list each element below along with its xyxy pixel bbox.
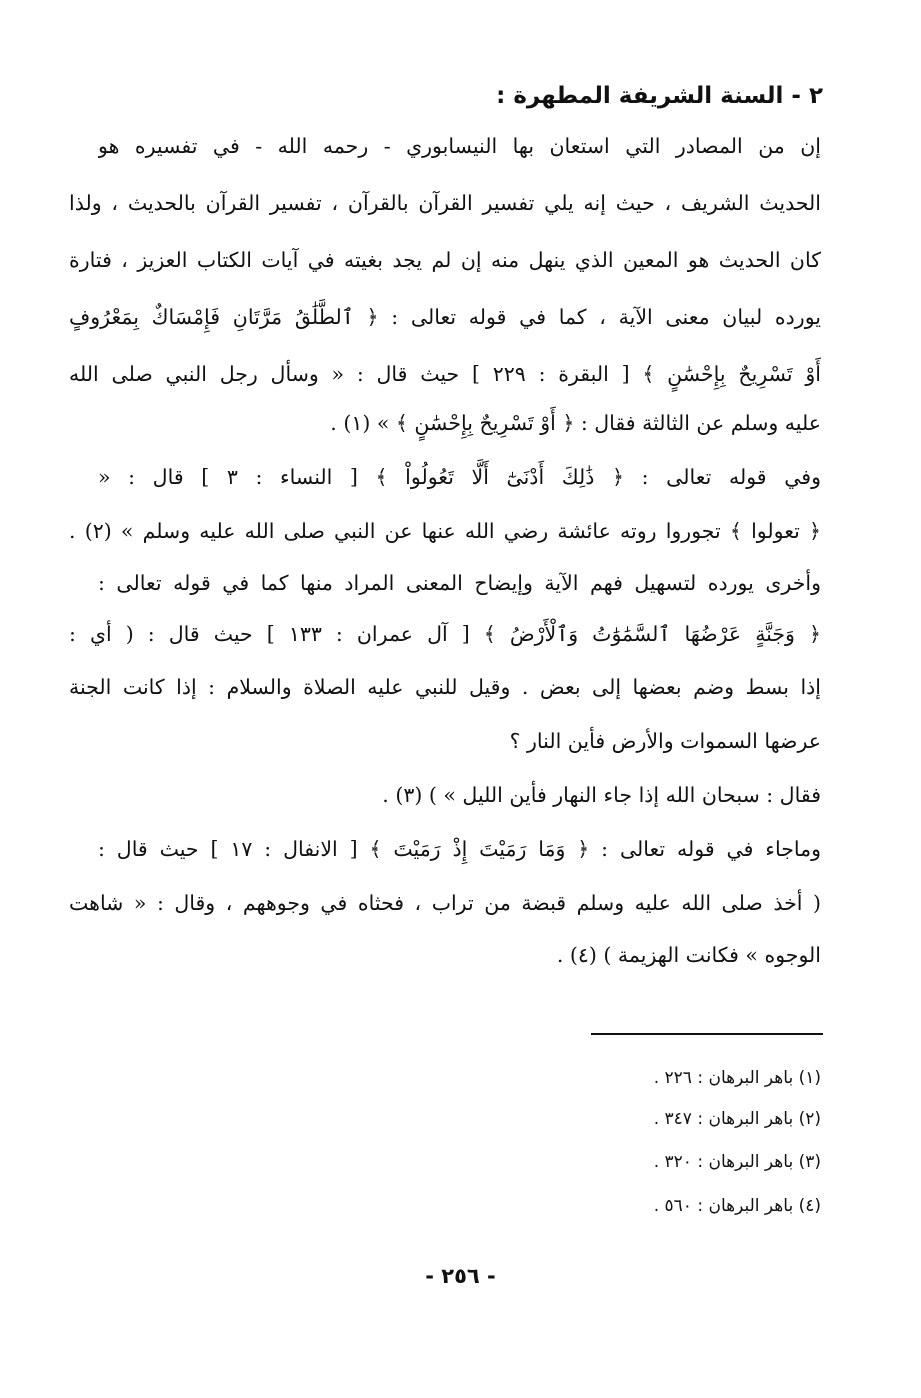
footnote: (٣) باهر البرهان : ٣٢٠ . (653, 1152, 821, 1172)
footnote: (١) باهر البرهان : ٢٢٦ . (653, 1068, 821, 1088)
body-line: إذا بسط وضم بعضها إلى بعض . وقيل للنبي عليه الصلاة والسلام : إذا كانت الجنة (69, 675, 821, 699)
section-heading: ٢ - السنة الشريفة المطهرة : (496, 83, 823, 109)
body-line: يورده لبيان معنى الآية ، كما في قوله تعالى : ﴿ ٱلطَّلَٰقُ مَرَّتَانِ فَإِمْسَاكٌ بِمَعْرُوفٍ (69, 305, 821, 329)
body-line: فقال : سبحان الله إذا جاء النهار فأين الليل » ) (٣) . (382, 783, 821, 807)
body-line: عليه وسلم عن الثالثة فقال : ﴿ أَوْ تَسْرِيحٌ بِإِحْسَٰنٍ ﴾ » (١) . (330, 411, 821, 435)
body-line: الوجوه » فكانت الهزيمة ) (٤) . (556, 943, 821, 967)
body-line: وفي قوله تعالى : ﴿ ذَٰلِكَ أَدْنَىٰٓ أَلَّا تَعُولُواْ ﴾ [ النساء : ٣ ] قال : « (98, 465, 821, 489)
body-line: ( أخذ صلى الله عليه وسلم قبضة من تراب ، فحثاه في وجوههم ، وقال : « شاهت (69, 891, 821, 915)
body-line: وماجاء في قوله تعالى : ﴿ وَمَا رَمَيْتَ إِذْ رَمَيْتَ ﴾ [ الانفال : ١٧ ] حيث قال : (98, 837, 821, 861)
body-line: الحديث الشريف ، حيث إنه يلي تفسير القرآن بالقرآن ، تفسير القرآن بالحديث ، ولذا (69, 191, 821, 215)
body-line: وأخرى يورده لتسهيل فهم الآية وإيضاح المعنى المراد منها كما في قوله تعالى : (98, 571, 821, 595)
footnote-divider (591, 1033, 823, 1035)
body-line: ﴿ تعولوا ﴾ تجوروا روته عائشة رضي الله عنها عن النبي صلى الله عليه وسلم » (٢) . (69, 519, 821, 543)
body-line: عرضها السموات والأرض فأين النار ؟ (509, 729, 821, 753)
footnote: (٤) باهر البرهان : ٥٦٠ . (653, 1196, 821, 1216)
page-number: - ٢٥٦ - (425, 1264, 496, 1288)
body-line: أَوْ تَسْرِيحٌ بِإِحْسَٰنٍ ﴾ [ البقرة : ٢٢٩ ] حيث قال : « وسأل رجل النبي صلى الله (69, 362, 821, 386)
body-line: كان الحديث هو المعين الذي ينهل منه إن لم يجد بغيته في آيات الكتاب العزيز ، فتارة (69, 248, 821, 272)
body-line: ﴿ وَجَنَّةٍ عَرْضُهَا ٱلسَّمَٰوَٰتُ وَٱلْأَرْضُ ﴾ [ آل عمران : ١٣٣ ] حيث قال : ( أي : (69, 622, 821, 646)
footnote: (٢) باهر البرهان : ٣٤٧ . (653, 1109, 821, 1129)
body-line: إن من المصادر التي استعان بها النيسابوري - رحمه الله - في تفسيره هو (98, 134, 821, 158)
